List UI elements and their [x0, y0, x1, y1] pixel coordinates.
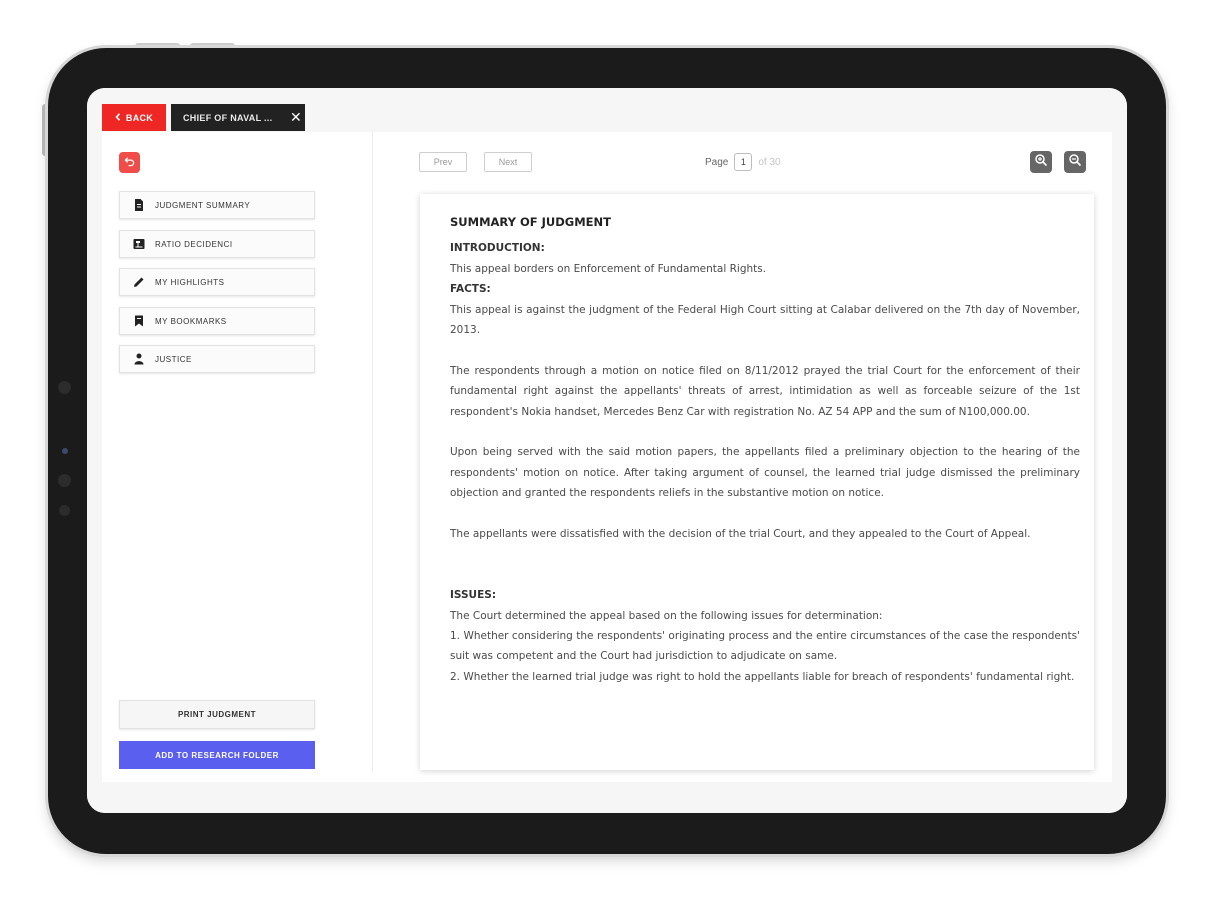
bookmark-icon [132, 315, 145, 328]
document-icon [132, 199, 145, 212]
zoom-in-icon [1034, 153, 1048, 172]
sidebar-item-judgment-summary[interactable] [119, 191, 315, 219]
device-camera-sensor [62, 448, 68, 454]
sidebar-item-label: MY BOOKMARKS [155, 316, 227, 326]
add-to-research-folder-button[interactable]: ADD TO RESEARCH FOLDER [119, 741, 315, 769]
device-camera-3 [59, 505, 70, 516]
gavel-book-icon [132, 238, 145, 251]
issues-intro: The Court determined the appeal based on the following issues for determination: [450, 609, 883, 622]
sidebar-item-my-bookmarks[interactable] [119, 307, 315, 335]
document-title: SUMMARY OF JUDGMENT [450, 215, 611, 229]
back-button[interactable] [102, 104, 166, 131]
page-number-input[interactable]: 1 [734, 153, 752, 171]
sidebar-item-label: MY HIGHLIGHTS [155, 277, 225, 287]
device-camera-1 [58, 381, 71, 394]
page-indicator [705, 152, 781, 172]
zoom-out-icon [1068, 153, 1082, 172]
device-side-button [42, 104, 47, 156]
sidebar-item-label: JUSTICE [155, 354, 192, 364]
sidebar-item-label: JUDGMENT SUMMARY [155, 200, 251, 210]
issue-item: 1. Whether considering the respondents' originating process and the entire circumstances of the case the respondents' suit was competent and the Court had jurisdiction to adjudicate on same. [450, 630, 1080, 663]
sidebar [102, 132, 373, 772]
facts-heading: FACTS: [450, 283, 491, 296]
tab-case-label: CHIEF OF NAVAL ... [183, 112, 273, 123]
intro-heading: INTRODUCTION: [450, 242, 545, 255]
undo-icon [124, 154, 135, 172]
undo-button[interactable] [119, 152, 140, 173]
next-page-button[interactable]: Next [484, 152, 532, 172]
zoom-in-button[interactable] [1030, 151, 1052, 173]
person-icon [132, 353, 145, 366]
device-camera-2 [58, 474, 71, 487]
device-screen [87, 88, 1127, 813]
page-label: Page [705, 156, 729, 168]
facts-paragraph: The respondents through a motion on notice filed on 8/11/2012 prayed the trial Court for the enforcement of their fundamental right against the appellants' threats of arrest, intimidation as well as forceable seizure of the 1st respondent's Nokia handset, Mercedes Benz Car with registration No. AZ 54 APP and the sum of N100,000.00. [450, 364, 1080, 418]
sidebar-item-label: RATIO DECIDENCI [155, 239, 233, 249]
issues-heading: ISSUES: [450, 589, 497, 602]
judgment-document [420, 194, 1094, 770]
prev-page-button[interactable]: Prev [419, 152, 467, 172]
facts-paragraph: Upon being served with the said motion papers, the appellants filed a preliminary objection to the hearing of the respondents' motion on notice. After taking argument of counsel, the learned trial judge dismissed the preliminary objection and granted the respondents reliefs in the substantive motion on notice. [450, 446, 1080, 500]
tab-bar [102, 104, 305, 132]
sidebar-item-ratio-decidenci[interactable] [119, 230, 315, 258]
sidebar-item-my-highlights[interactable] [119, 268, 315, 296]
intro-text: This appeal borders on Enforcement of Fundamental Rights. [450, 262, 767, 275]
close-icon[interactable]: ✕ [289, 109, 303, 125]
chevron-left-icon [115, 113, 121, 123]
back-button-label: BACK [125, 112, 154, 123]
page-total: of 30 [758, 156, 781, 168]
issue-item: 2. Whether the learned trial judge was right to hold the appellants liable for breach of respondents' fundamental right. [450, 670, 1075, 683]
sidebar-item-justice[interactable] [119, 345, 315, 373]
zoom-out-button[interactable] [1064, 151, 1086, 173]
content-panel [102, 132, 1112, 782]
tab-case[interactable] [171, 104, 305, 131]
pencil-icon [132, 276, 145, 289]
facts-paragraph: This appeal is against the judgment of the Federal High Court sitting at Calabar delivered on the 7th day of November, 2013. [450, 303, 1080, 337]
print-judgment-button[interactable]: PRINT JUDGMENT [119, 700, 315, 729]
facts-paragraph: The appellants were dissatisfied with the decision of the trial Court, and they appealed to the Court of Appeal. [450, 528, 1031, 541]
